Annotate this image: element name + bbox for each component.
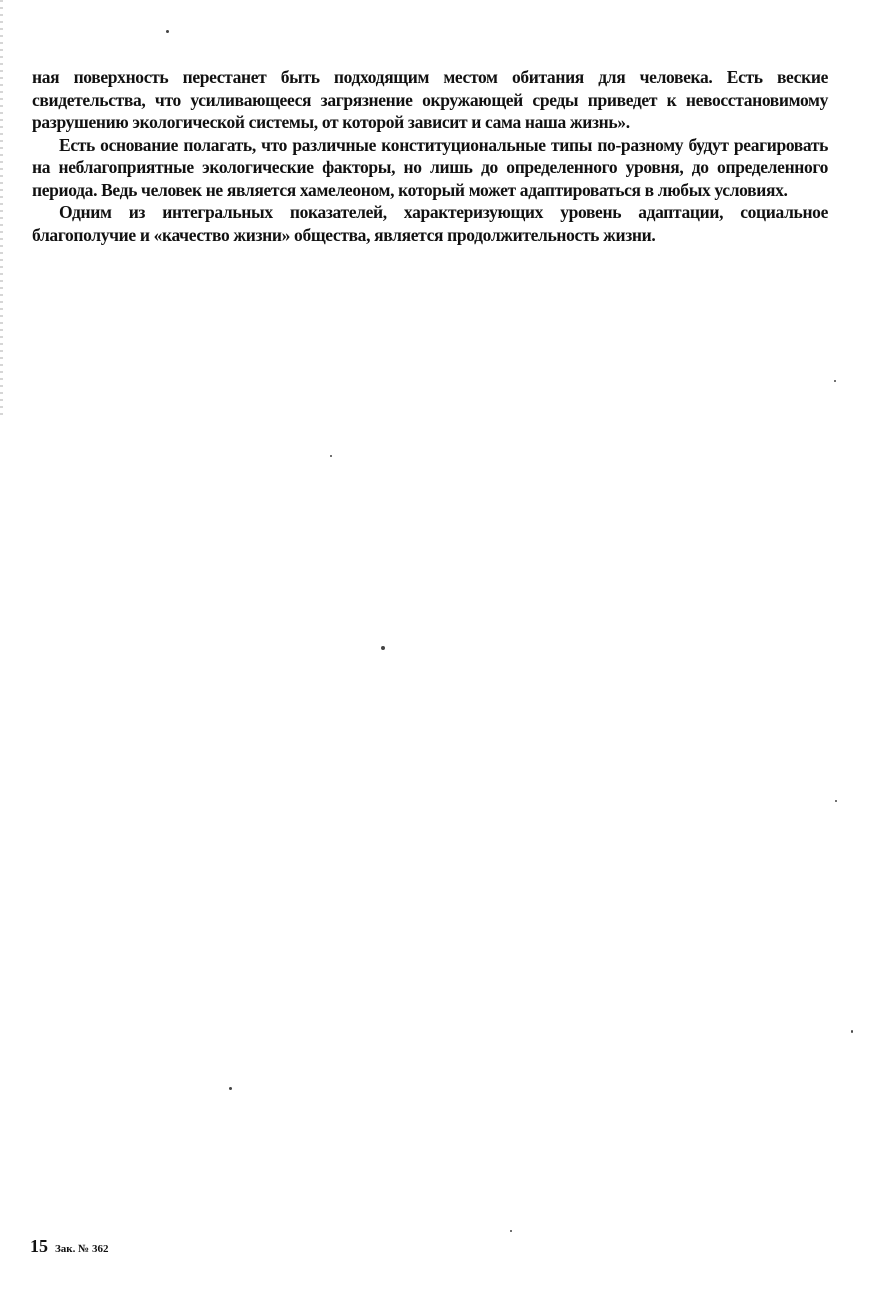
- page-number: 15: [30, 1236, 48, 1256]
- scan-speck: [166, 30, 169, 33]
- scan-speck: [229, 1087, 232, 1090]
- scan-speck: [851, 1030, 853, 1033]
- print-order-label: Зак. № 362: [55, 1243, 109, 1255]
- page-footer: [30, 1236, 108, 1257]
- paragraph-continuation: ная поверхность перестанет быть подходящим местом обитания для человека. Есть веские свидетельства, что усиливающееся загрязнение окружающей среды приведет к невосстановимому разрушению экологической системы, от которой зависит и сама наша жизнь».: [32, 67, 828, 132]
- paragraph-life-expectancy: Одним из интегральных показателей, характеризующих уровень адаптации, социальное благополучие и «качество жизни» общества, является продолжительность жизни.: [32, 202, 828, 245]
- scan-speck: [510, 1230, 512, 1232]
- paragraph-constitutional-types: Есть основание полагать, что различные конституциональные типы по-разному будут реагировать на неблагоприятные экологические факторы, но лишь до определенного уровня, до определенного периода. Ведь человек не является хамелеоном, который может адаптироваться в любых условиях.: [32, 134, 828, 200]
- body-text: [32, 66, 828, 246]
- scan-edge-shadow: [0, 0, 3, 420]
- scan-speck: [381, 646, 385, 650]
- scan-speck: [835, 800, 837, 802]
- scan-speck: [834, 380, 836, 382]
- scan-speck: [330, 455, 332, 457]
